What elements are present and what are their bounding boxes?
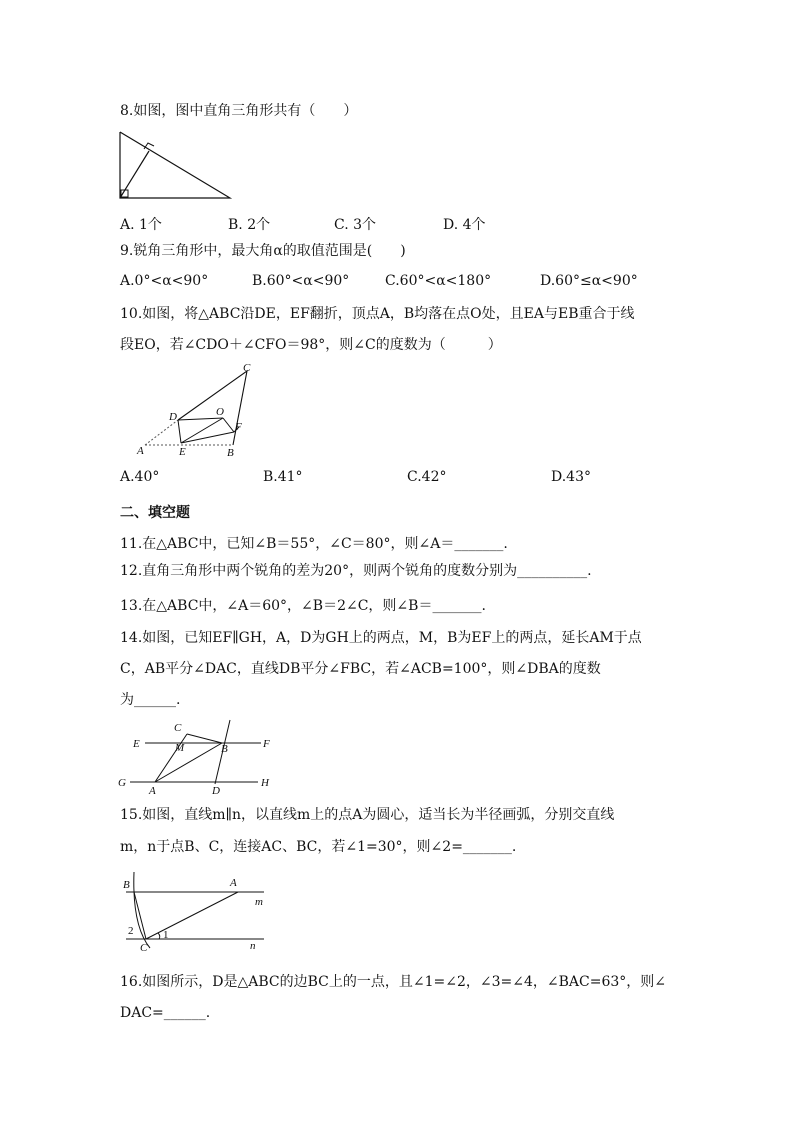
q15-label-c: C	[140, 942, 148, 954]
q14-label-h: H	[261, 777, 269, 789]
q15-text-line1: 15.如图，直线m∥n，以直线m上的点A为圆心，适当长为半径画弧，分别交直线	[120, 807, 615, 823]
q14-text-line2: C，AB平分∠DAC，直线DB平分∠FBC，若∠ACB=100°，则∠DBA的度数	[120, 661, 601, 677]
q14-label-a: A	[149, 785, 156, 797]
q10-option-a: A.40°	[120, 469, 160, 485]
q8-option-c: C. 3个	[334, 217, 377, 233]
q8-option-a: A. 1个	[120, 217, 162, 233]
q10-label-a: A	[137, 445, 144, 457]
q9-text: 9.锐角三角形中，最大角α的取值范围是( )	[120, 243, 406, 259]
q10-label-o: O	[216, 406, 224, 418]
q10-label-c: C	[243, 362, 251, 374]
q10-figure	[135, 360, 265, 460]
q10-label-b: B	[227, 447, 234, 459]
q15-label-n: n	[250, 940, 256, 952]
q15-text-line2: m，n于点B、C，连接AC、BC，若∠1=30°，则∠2=_______.	[120, 839, 517, 855]
q16-text-line2: DAC=______.	[120, 1005, 211, 1021]
q10-text-line1: 10.如图，将△ABC沿DE，EF翻折，顶点A，B均落在点O处，且EA与EB重合于线	[120, 306, 635, 322]
q10-option-b: B.41°	[263, 469, 303, 485]
q15-label-a: A	[230, 877, 237, 889]
q10-label-f: F	[235, 421, 242, 433]
q14-text-line3: 为______.	[120, 692, 181, 708]
q8-text: 8.如图，图中直角三角形共有（ ）	[120, 103, 358, 119]
q12-text: 12.直角三角形中两个锐角的差为20°，则两个锐角的度数分别为__________.	[120, 563, 592, 579]
q9-option-c: C.60°<α<180°	[385, 273, 492, 289]
q15-label-b: B	[123, 879, 130, 891]
q14-label-c: C	[174, 722, 182, 734]
q15-label-m: m	[255, 896, 263, 908]
q14-label-m: M	[175, 742, 185, 754]
q9-option-b: B.60°<α<90°	[252, 273, 350, 289]
q8-option-d: D. 4个	[443, 217, 486, 233]
q9-option-d: D.60°≤α<90°	[540, 273, 638, 289]
q14-label-d: D	[212, 785, 220, 797]
q14-text-line1: 14.如图，已知EF∥GH，A，D为GH上的两点，M，B为EF上的两点，延长AM于点	[120, 630, 642, 646]
q14-label-e: E	[133, 738, 140, 750]
q15-label-angle2: 2	[128, 925, 134, 937]
q14-label-f: F	[263, 738, 270, 750]
q11-text: 11.在△ABC中，已知∠B＝55°，∠C＝80°，则∠A＝_______.	[120, 536, 508, 552]
q13-text: 13.在△ABC中，∠A＝60°，∠B＝2∠C，则∠B＝_______.	[120, 598, 486, 614]
q14-label-g: G	[118, 777, 126, 789]
q9-option-a: A.0°<α<90°	[120, 273, 209, 289]
q14-figure	[118, 716, 278, 798]
q10-text-line2: 段EO，若∠CDO＋∠CFO＝98°，则∠C的度数为（ ）	[120, 337, 502, 353]
q10-label-d: D	[169, 411, 177, 423]
q15-figure	[116, 868, 271, 954]
q8-figure	[118, 130, 233, 202]
q14-label-b: B	[221, 743, 228, 755]
q10-option-c: C.42°	[407, 469, 447, 485]
q15-label-angle1: 1	[163, 929, 169, 941]
section-title: 二、填空题	[120, 505, 190, 521]
q10-label-e: E	[179, 446, 186, 458]
q16-text-line1: 16.如图所示，D是△ABC的边BC上的一点，且∠1=∠2，∠3=∠4，∠BAC=63°，则∠	[120, 974, 667, 990]
q10-option-d: D.43°	[551, 469, 591, 485]
q8-option-b: B. 2个	[228, 217, 271, 233]
